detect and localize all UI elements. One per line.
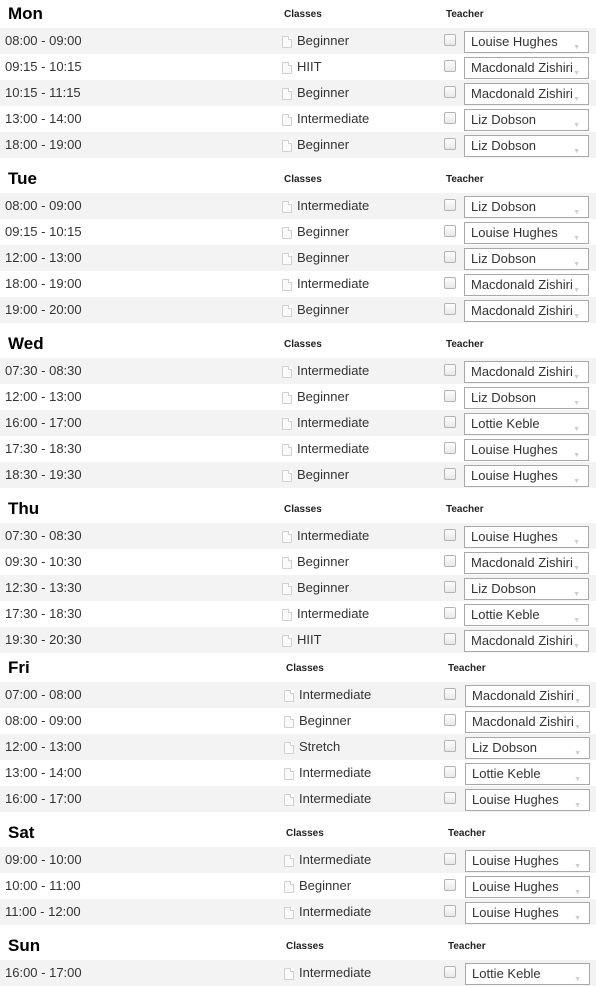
class-name: Stretch	[299, 739, 341, 754]
select-checkbox[interactable]	[444, 364, 456, 376]
class-name: HIIT	[297, 632, 322, 647]
select-checkbox[interactable]	[444, 714, 456, 726]
teacher-select-value: Macdonald Zishiri	[472, 714, 574, 729]
teacher-select[interactable]	[465, 789, 590, 811]
teacher-select[interactable]	[464, 387, 589, 409]
class-document-icon	[282, 470, 292, 482]
class-document-icon	[284, 768, 294, 780]
teacher-select-value: Liz Dobson	[471, 581, 537, 596]
time-slot: 08:00 - 09:00	[5, 198, 82, 213]
class-name: Intermediate	[297, 528, 370, 543]
teacher-select-value: Lottie Keble	[471, 607, 540, 622]
teacher-select-value: Louise Hughes	[472, 792, 559, 807]
teacher-select-value: Liz Dobson	[471, 390, 537, 405]
class-name: Intermediate	[297, 111, 370, 126]
teacher-select[interactable]	[464, 526, 589, 548]
class-document-icon	[284, 881, 294, 893]
teacher-select[interactable]	[464, 413, 589, 435]
select-checkbox[interactable]	[444, 60, 456, 72]
chevron-down-icon: ▼	[573, 235, 580, 242]
teacher-select-value: Liz Dobson	[471, 112, 537, 127]
select-checkbox[interactable]	[444, 442, 456, 454]
time-slot: 18:00 - 19:00	[5, 137, 82, 152]
chevron-down-icon: ▼	[574, 976, 581, 983]
day-name: Tue	[8, 169, 37, 188]
class-document-icon	[282, 392, 292, 404]
teacher-select-value: Louise Hughes	[472, 905, 559, 920]
chevron-down-icon: ▼	[574, 889, 581, 896]
time-slot: 07:00 - 08:00	[5, 687, 82, 702]
time-slot: 11:00 - 12:00	[5, 904, 81, 919]
teacher-column-label: Teacher	[446, 504, 484, 515]
schedule-row	[0, 410, 596, 436]
teacher-select[interactable]	[464, 361, 589, 383]
schedule-row	[0, 80, 596, 106]
class-document-icon	[282, 114, 292, 126]
teacher-select-value: Lottie Keble	[472, 766, 541, 781]
teacher-column-label: Teacher	[448, 828, 486, 839]
schedule-row	[0, 219, 596, 245]
select-checkbox[interactable]	[444, 303, 456, 315]
chevron-down-icon: ▼	[573, 44, 580, 51]
time-slot: 09:15 - 10:15	[5, 224, 82, 239]
class-document-icon	[284, 855, 294, 867]
time-slot: 09:15 - 10:15	[5, 59, 82, 74]
teacher-select-value: Liz Dobson	[471, 138, 537, 153]
class-document-icon	[282, 531, 292, 543]
class-document-icon	[282, 583, 292, 595]
select-checkbox[interactable]	[444, 740, 456, 752]
teacher-select-value: Louise Hughes	[471, 529, 558, 544]
schedule-row	[0, 358, 596, 384]
class-name: Beginner	[299, 878, 352, 893]
select-checkbox[interactable]	[444, 390, 456, 402]
class-name: Beginner	[297, 250, 350, 265]
schedule-row	[0, 708, 596, 734]
select-checkbox[interactable]	[444, 225, 456, 237]
chevron-down-icon: ▼	[574, 724, 581, 731]
teacher-select[interactable]	[464, 439, 589, 461]
select-checkbox[interactable]	[444, 633, 456, 645]
teacher-column-label: Teacher	[446, 174, 484, 185]
teacher-column-label: Teacher	[446, 9, 484, 20]
class-name: Beginner	[297, 224, 350, 239]
teacher-select-value: Louise Hughes	[471, 225, 558, 240]
teacher-select-value: Macdonald Zishiri	[472, 688, 574, 703]
teacher-select[interactable]	[464, 31, 589, 53]
classes-column-label: Classes	[284, 9, 322, 20]
time-slot: 18:30 - 19:30	[5, 467, 82, 482]
teacher-select-value: Macdonald Zishiri	[471, 555, 573, 570]
class-name: Beginner	[297, 389, 350, 404]
classes-column-label: Classes	[284, 174, 322, 185]
time-slot: 19:30 - 20:30	[5, 632, 82, 647]
schedule-row	[0, 760, 596, 786]
chevron-down-icon: ▼	[573, 478, 580, 485]
time-slot: 09:30 - 10:30	[5, 554, 82, 569]
select-checkbox[interactable]	[444, 555, 456, 567]
time-slot: 19:00 - 20:00	[5, 302, 82, 317]
day-name: Fri	[8, 658, 30, 677]
teacher-select-value: Louise Hughes	[472, 853, 559, 868]
chevron-down-icon: ▼	[573, 452, 580, 459]
schedule-row	[0, 899, 596, 925]
chevron-down-icon: ▼	[574, 863, 581, 870]
class-name: HIIT	[297, 59, 322, 74]
day-header	[0, 820, 596, 846]
chevron-down-icon: ▼	[574, 802, 581, 809]
select-checkbox[interactable]	[444, 416, 456, 428]
teacher-select-value: Liz Dobson	[471, 251, 537, 266]
class-document-icon	[282, 444, 292, 456]
select-checkbox[interactable]	[444, 607, 456, 619]
teacher-select[interactable]	[464, 83, 589, 105]
class-name: Intermediate	[299, 904, 372, 919]
teacher-select-value: Louise Hughes	[471, 468, 558, 483]
teacher-select[interactable]	[464, 300, 589, 322]
class-document-icon	[282, 418, 292, 430]
day-header	[0, 655, 596, 681]
time-slot: 17:30 - 18:30	[5, 606, 82, 621]
class-name: Beginner	[297, 302, 350, 317]
chevron-down-icon: ▼	[574, 915, 581, 922]
chevron-down-icon: ▼	[573, 400, 580, 407]
select-checkbox[interactable]	[444, 966, 456, 978]
class-name: Intermediate	[299, 765, 372, 780]
teacher-column-label: Teacher	[446, 339, 484, 350]
classes-column-label: Classes	[284, 339, 322, 350]
class-name: Beginner	[297, 33, 350, 48]
time-slot: 12:30 - 13:30	[5, 580, 82, 595]
schedule-row	[0, 627, 596, 653]
classes-column-label: Classes	[286, 663, 324, 674]
teacher-select-value: Macdonald Zishiri	[471, 303, 573, 318]
class-document-icon	[282, 62, 292, 74]
schedule-row	[0, 549, 596, 575]
day-header	[0, 496, 596, 522]
select-checkbox[interactable]	[444, 766, 456, 778]
class-name: Intermediate	[297, 363, 370, 378]
class-name: Intermediate	[299, 687, 372, 702]
teacher-select[interactable]	[464, 196, 589, 218]
select-checkbox[interactable]	[444, 792, 456, 804]
schedule-row	[0, 462, 596, 488]
chevron-down-icon: ▼	[573, 261, 580, 268]
teacher-select-value: Macdonald Zishiri	[471, 86, 573, 101]
select-checkbox[interactable]	[444, 905, 456, 917]
day-name: Mon	[8, 4, 43, 23]
time-slot: 17:30 - 18:30	[5, 441, 82, 456]
teacher-select[interactable]	[465, 963, 590, 985]
classes-column-label: Classes	[284, 504, 322, 515]
select-checkbox[interactable]	[444, 199, 456, 211]
class-name: Intermediate	[299, 852, 372, 867]
class-name: Intermediate	[299, 965, 372, 980]
schedule-row	[0, 873, 596, 899]
class-name: Intermediate	[297, 276, 370, 291]
schedule-row	[0, 297, 596, 323]
teacher-select[interactable]	[465, 902, 590, 924]
day-name: Sun	[8, 936, 41, 955]
select-checkbox[interactable]	[444, 138, 456, 150]
teacher-select-value: Louise Hughes	[471, 34, 558, 49]
class-name: Intermediate	[297, 415, 370, 430]
select-checkbox[interactable]	[444, 529, 456, 541]
day-header	[0, 1, 596, 27]
class-name: Beginner	[297, 554, 350, 569]
teacher-column-label: Teacher	[448, 663, 486, 674]
select-checkbox[interactable]	[444, 879, 456, 891]
class-document-icon	[282, 227, 292, 239]
chevron-down-icon: ▼	[573, 209, 580, 216]
class-document-icon	[284, 907, 294, 919]
teacher-select-value: Louise Hughes	[472, 879, 559, 894]
time-slot: 16:00 - 17:00	[5, 965, 82, 980]
select-checkbox[interactable]	[444, 277, 456, 289]
select-checkbox[interactable]	[444, 853, 456, 865]
teacher-select-value: Louise Hughes	[471, 442, 558, 457]
chevron-down-icon: ▼	[573, 617, 580, 624]
teacher-select-value: Macdonald Zishiri	[471, 633, 573, 648]
select-checkbox[interactable]	[444, 468, 456, 480]
schedule-row	[0, 847, 596, 873]
time-slot: 13:00 - 14:00	[5, 111, 82, 126]
time-slot: 10:15 - 11:15	[5, 85, 81, 100]
select-checkbox[interactable]	[444, 251, 456, 263]
day-header	[0, 166, 596, 192]
chevron-down-icon: ▼	[573, 643, 580, 650]
teacher-select[interactable]	[465, 850, 590, 872]
teacher-select[interactable]	[464, 604, 589, 626]
class-name: Beginner	[297, 467, 350, 482]
class-document-icon	[282, 366, 292, 378]
day-name: Wed	[8, 334, 44, 353]
teacher-select-value: Liz Dobson	[471, 199, 537, 214]
schedule-row	[0, 28, 596, 54]
class-name: Beginner	[299, 713, 352, 728]
chevron-down-icon: ▼	[573, 287, 580, 294]
schedule-row	[0, 54, 596, 80]
schedule-row	[0, 601, 596, 627]
chevron-down-icon: ▼	[574, 750, 581, 757]
teacher-select-value: Lottie Keble	[471, 416, 540, 431]
day-header	[0, 933, 596, 959]
chevron-down-icon: ▼	[573, 122, 580, 129]
schedule-row	[0, 960, 596, 986]
chevron-down-icon: ▼	[573, 539, 580, 546]
teacher-select[interactable]	[464, 630, 589, 652]
class-document-icon	[282, 201, 292, 213]
class-name: Beginner	[297, 137, 350, 152]
schedule-row	[0, 575, 596, 601]
time-slot: 08:00 - 09:00	[5, 33, 82, 48]
teacher-select[interactable]	[464, 109, 589, 131]
teacher-select-value: Lottie Keble	[472, 966, 541, 981]
teacher-select[interactable]	[464, 552, 589, 574]
chevron-down-icon: ▼	[573, 374, 580, 381]
time-slot: 12:00 - 13:00	[5, 250, 82, 265]
schedule-row	[0, 523, 596, 549]
teacher-select-value: Liz Dobson	[472, 740, 538, 755]
day-header	[0, 331, 596, 357]
select-checkbox[interactable]	[444, 34, 456, 46]
time-slot: 18:00 - 19:00	[5, 276, 82, 291]
chevron-down-icon: ▼	[573, 313, 580, 320]
class-document-icon	[284, 742, 294, 754]
class-document-icon	[282, 635, 292, 647]
schedule-row	[0, 245, 596, 271]
class-document-icon	[282, 305, 292, 317]
class-document-icon	[282, 557, 292, 569]
time-slot: 08:00 - 09:00	[5, 713, 82, 728]
chevron-down-icon: ▼	[574, 698, 581, 705]
time-slot: 09:00 - 10:00	[5, 852, 82, 867]
teacher-select[interactable]	[465, 763, 590, 785]
schedule-row	[0, 734, 596, 760]
teacher-select[interactable]	[464, 578, 589, 600]
class-document-icon	[282, 279, 292, 291]
time-slot: 12:00 - 13:00	[5, 739, 82, 754]
class-document-icon	[282, 609, 292, 621]
class-document-icon	[282, 140, 292, 152]
teacher-column-label: Teacher	[448, 941, 486, 952]
select-checkbox[interactable]	[444, 112, 456, 124]
teacher-select[interactable]	[464, 135, 589, 157]
time-slot: 16:00 - 17:00	[5, 415, 82, 430]
teacher-select[interactable]	[464, 57, 589, 79]
schedule-row	[0, 682, 596, 708]
class-name: Intermediate	[299, 791, 372, 806]
class-name: Beginner	[297, 580, 350, 595]
chevron-down-icon: ▼	[573, 96, 580, 103]
select-checkbox[interactable]	[444, 581, 456, 593]
class-document-icon	[284, 690, 294, 702]
classes-column-label: Classes	[286, 828, 324, 839]
schedule-row	[0, 132, 596, 158]
schedule-row	[0, 106, 596, 132]
teacher-select[interactable]	[464, 248, 589, 270]
teacher-select[interactable]	[464, 274, 589, 296]
schedule-row	[0, 436, 596, 462]
time-slot: 07:30 - 08:30	[5, 528, 82, 543]
chevron-down-icon: ▼	[573, 591, 580, 598]
teacher-select[interactable]	[465, 737, 590, 759]
chevron-down-icon: ▼	[574, 776, 581, 783]
class-name: Intermediate	[297, 441, 370, 456]
schedule-row	[0, 193, 596, 219]
teacher-select-value: Macdonald Zishiri	[471, 60, 573, 75]
schedule-row	[0, 271, 596, 297]
time-slot: 12:00 - 13:00	[5, 389, 82, 404]
teacher-select[interactable]	[464, 222, 589, 244]
schedule-row	[0, 786, 596, 812]
time-slot: 10:00 - 11:00	[5, 878, 81, 893]
teacher-select[interactable]	[465, 685, 590, 707]
chevron-down-icon: ▼	[573, 148, 580, 155]
teacher-select[interactable]	[464, 465, 589, 487]
class-document-icon	[284, 794, 294, 806]
class-name: Beginner	[297, 85, 350, 100]
teacher-select[interactable]	[465, 876, 590, 898]
teacher-select[interactable]	[465, 711, 590, 733]
class-document-icon	[282, 88, 292, 100]
class-document-icon	[282, 36, 292, 48]
chevron-down-icon: ▼	[573, 565, 580, 572]
day-name: Sat	[8, 823, 35, 842]
class-document-icon	[282, 253, 292, 265]
time-slot: 13:00 - 14:00	[5, 765, 82, 780]
time-slot: 07:30 - 08:30	[5, 363, 82, 378]
class-document-icon	[284, 968, 294, 980]
chevron-down-icon: ▼	[573, 426, 580, 433]
classes-column-label: Classes	[286, 941, 324, 952]
teacher-select-value: Macdonald Zishiri	[471, 364, 573, 379]
class-name: Intermediate	[297, 198, 370, 213]
class-name: Intermediate	[297, 606, 370, 621]
day-name: Thu	[8, 499, 40, 518]
time-slot: 16:00 - 17:00	[5, 791, 82, 806]
schedule-row	[0, 384, 596, 410]
select-checkbox[interactable]	[444, 688, 456, 700]
chevron-down-icon: ▼	[573, 70, 580, 77]
select-checkbox[interactable]	[444, 86, 456, 98]
teacher-select-value: Macdonald Zishiri	[471, 277, 573, 292]
class-document-icon	[284, 716, 294, 728]
